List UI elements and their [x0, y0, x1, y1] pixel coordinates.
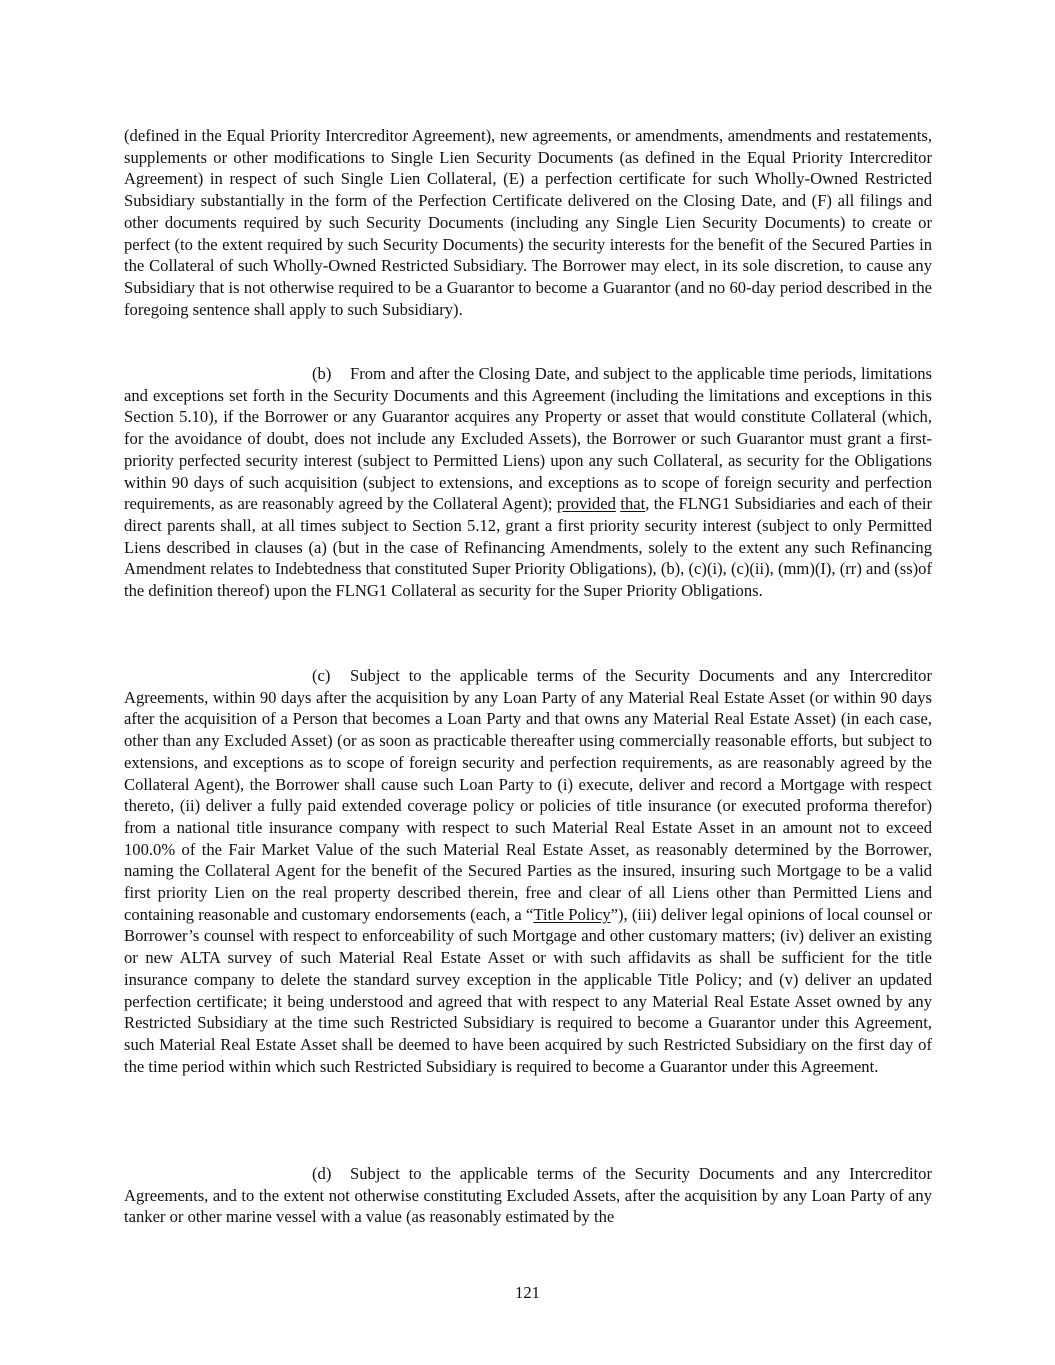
underlined-term-that: that: [620, 494, 646, 514]
underlined-term-provided: provided: [556, 494, 616, 514]
paragraph-continuation: [124, 125, 932, 320]
clause-label-c: (c): [312, 666, 331, 685]
paragraph-b: [124, 363, 932, 602]
paragraph-text: , the FLNG1 Subsidiaries and each of their direct parents shall, at all times subject to Section 5.12, grant a first priority security interest (subject to only Permitted Liens described in clauses (a) (but in the case of Refinancing Amendments, solely to the extent any such Refinancing Amendment relates to Indebtedness that constituted Super Priority Obligations), (b), (c)(i), (c)(ii), (mm)(I), (rr) and (ss)of the definition thereof) upon the FLNG1 Collateral as security for the Super Priority Obligations.: [124, 494, 932, 601]
clause-label-b: (b): [312, 364, 332, 383]
paragraph-text: From and after the Closing Date, and subject to the applicable time periods, limitations and exceptions set forth in the Security Documents and this Agreement (including the limitations and exceptions in this Section 5.10), if the Borrower or any Guarantor acquires any Property or asset that would constitute Collateral (which, for the avoidance of doubt, does not include any Excluded Assets), the Borrower or such Guarantor must grant a first-priority perfected security interest (subject to Permitted Liens) upon any such Collateral, as security for the Obligations within 90 days of such acquisition (subject to extensions, and exceptions as to scope of foreign security and perfection requirements, as are reasonably agreed by the Collateral Agent);: [124, 364, 932, 514]
paragraph-text: Subject to the applicable terms of the Security Documents and any Intercreditor Agreements, and to the extent not otherwise constituting Excluded Assets, after the acquisition by any Loan Party of any tanker or other marine vessel with a value (as reasonably estimated by the: [124, 1164, 932, 1227]
clause-label-d: (d): [312, 1164, 332, 1183]
page-number: 121: [515, 1283, 540, 1302]
paragraph-d: [124, 1163, 932, 1228]
paragraph-text: ”), (iii) deliver legal opinions of local counsel or Borrower’s counsel with respect to enforceability of such Mortgage and other customary matters; (iv) deliver an existing or new ALTA survey of such Material Real Estate Asset or with such affidavits as shall be sufficient for the title insurance company to delete the standard survey exception in the applicable Title Policy; and (v) deliver an updated perfection certificate; it being understood and agreed that with respect to any Material Real Estate Asset owned by any Restricted Subsidiary at the time such Restricted Subsidiary is required to become a Guarantor under this Agreement, such Material Real Estate Asset shall be deemed to have been acquired by such Restricted Subsidiary on the first day of the time period within which such Restricted Subsidiary is required to become a Guarantor under this Agreement.: [124, 904, 932, 1076]
paragraph-text: (defined in the Equal Priority Intercreditor Agreement), new agreements, or amendments, amendments and restatements, supplements or other modifications to Single Lien Security Documents (as defined in the Equal Priority Intercreditor Agreement) in respect of such Single Lien Collateral, (E) a perfection certificate for such Wholly-Owned Restricted Subsidiary substantially in the form of the Perfection Certificate delivered on the Closing Date, and (F) all filings and other documents required by such Security Documents (including any Single Lien Security Documents) to create or perfect (to the extent required by such Security Documents) the security interests for the benefit of the Secured Parties in the Collateral of such Wholly-Owned Restricted Subsidiary. The Borrower may elect, in its sole discretion, to cause any Subsidiary that is not otherwise required to be a Guarantor to become a Guarantor (and no 60-day period described in the foregoing sentence shall apply to such Subsidiary).: [124, 126, 932, 319]
paragraph-text: Subject to the applicable terms of the Security Documents and any Intercreditor Agreements, within 90 days after the acquisition by any Loan Party of any Material Real Estate Asset (or within 90 days after the acquisition of a Person that becomes a Loan Party and that owns any Material Real Estate Asset) (in each case, other than any Excluded Asset) (or as soon as practicable thereafter using commercially reasonable efforts, but subject to extensions, and exceptions as to scope of foreign security and perfection requirements, as are reasonably agreed by the Collateral Agent), the Borrower shall cause such Loan Party to (i) execute, deliver and record a Mortgage with respect thereto, (ii) deliver a fully paid extended coverage policy or policies of title insurance (or executed proforma therefor) from a national title insurance company with respect to such Material Real Estate Asset in an amount not to exceed 100.0% of the Fair Market Value of the such Material Real Estate Asset, as reasonably determined by the Borrower, naming the Collateral Agent for the benefit of the Secured Parties as the insured, insuring such Mortgage to be a valid first priority Lien on the real property described therein, free and clear of all Liens other than Permitted Liens and containing reasonable and customary endorsements (each, a “: [124, 666, 932, 924]
paragraph-c: [124, 665, 932, 1077]
underlined-term-title-policy: Title Policy: [533, 904, 611, 924]
